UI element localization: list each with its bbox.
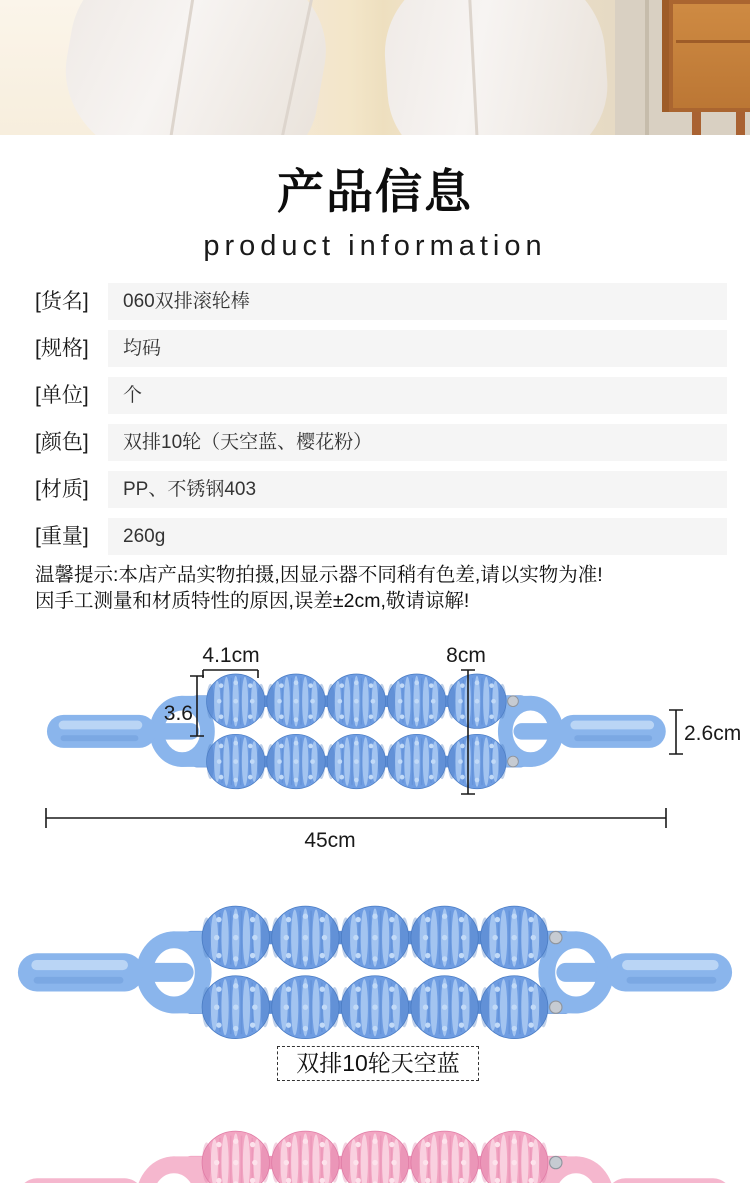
right-leg-graphic [379,0,613,135]
page-subtitle: product information [203,230,547,262]
spec-value: 均码 [108,330,727,367]
spec-row-material [0,471,750,508]
spec-label: [颜色] [35,431,89,454]
cabinet-leg-graphic [692,112,701,135]
dim-roller-width: 4.1cm [202,644,260,667]
dim-total-length: 45cm [304,829,356,852]
spec-row-unit [0,377,750,414]
variant-label: 双排10轮天空蓝 [296,1050,460,1076]
spec-row-size [0,330,750,367]
product-display-blue [15,905,735,1042]
tips-line-1: 温馨提示:本店产品实物拍摄,因显示器不同稍有色差,请以实物为准! [35,564,603,586]
roller-stick-graphic-pink [18,1131,732,1183]
title-block [0,155,750,263]
spec-label: [货名] [35,290,89,313]
cabinet-drawer-line [676,40,750,43]
hero-photo [0,0,750,135]
wall-edge-graphic [645,0,649,135]
spec-label: [材质] [35,478,89,501]
page-title: 产品信息 [277,165,473,218]
dim-double-row-height: 8cm [446,644,486,667]
spec-row-name [0,283,750,320]
product-display-pink [15,1130,735,1183]
dim-roller-height: 3.6 [163,702,193,725]
spec-value: 个 [108,377,727,414]
spec-label: [规格] [35,337,89,360]
dimension-diagram [0,640,750,875]
dim-total-length-line [46,808,666,828]
warm-tips [35,562,725,614]
spec-value: PP、不锈钢403 [108,471,727,508]
wood-cabinet-graphic [662,0,750,112]
variant-label-box [277,1046,479,1081]
tips-line-2: 因手工测量和材质特性的原因,误差±2cm,敬请谅解! [35,590,470,612]
roller-stick-graphic-blue [18,906,732,1039]
cabinet-leg-graphic [736,112,745,135]
dim-handle-diameter-line [669,710,683,754]
spec-value: 060双排滚轮棒 [108,283,727,320]
spec-label: [单位] [35,384,89,407]
spec-row-weight [0,518,750,555]
dim-handle-diameter: 2.6cm [684,722,742,745]
spec-value: 260g [108,518,727,555]
spec-row-color [0,424,750,461]
spec-value: 双排10轮（天空蓝、樱花粉） [108,424,727,461]
spec-label: [重量] [35,525,89,548]
roller-stick-graphic-blue [47,674,666,789]
